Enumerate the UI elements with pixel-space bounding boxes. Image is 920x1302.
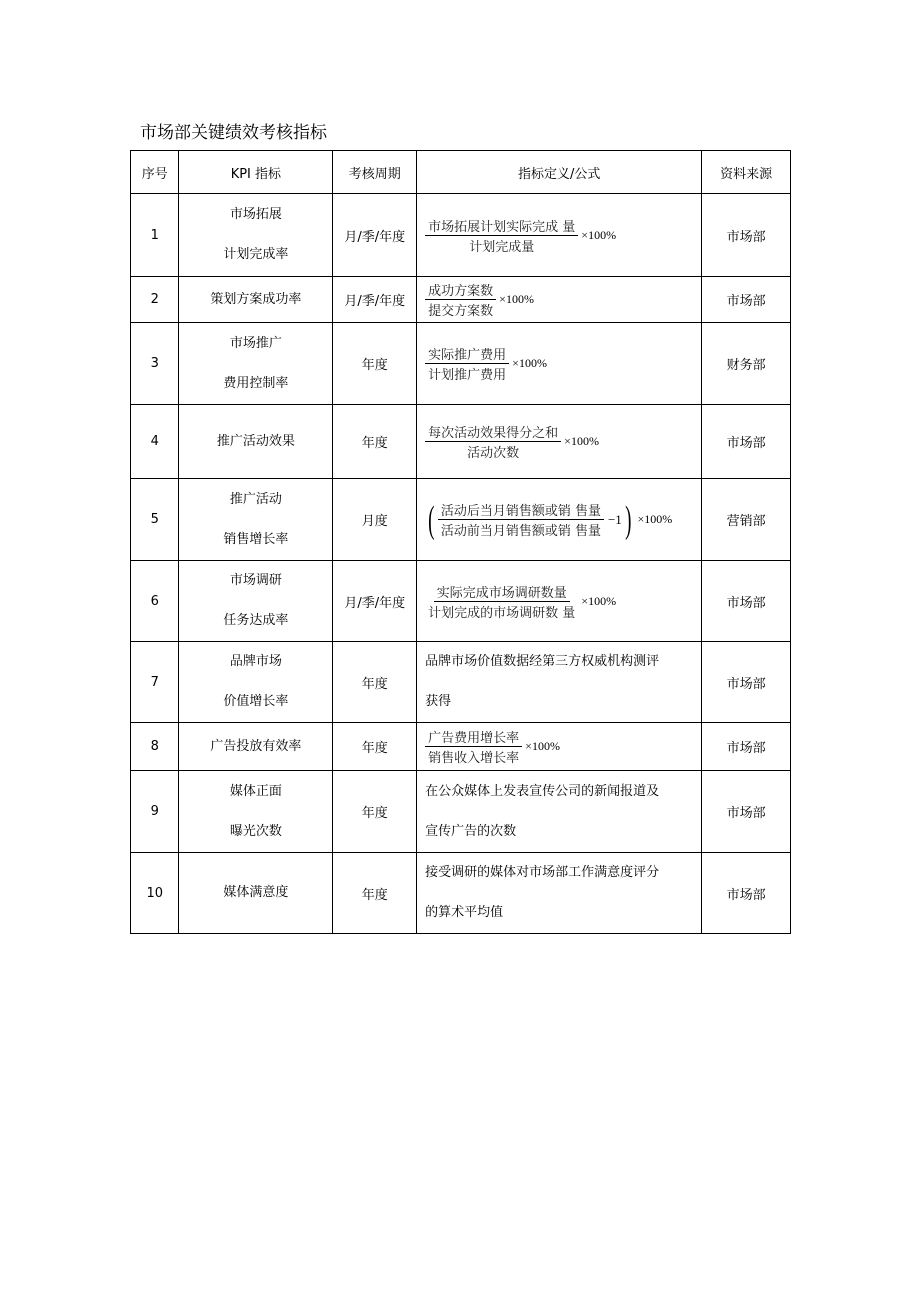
- kpi-name-line: 曝光次数: [229, 823, 282, 839]
- row-number: 4: [131, 405, 179, 479]
- minus-one: −1: [607, 511, 622, 527]
- definition: [417, 194, 702, 277]
- source: 营销部: [702, 479, 791, 561]
- formula: [425, 344, 547, 383]
- kpi-name-line: 任务达成率: [223, 613, 289, 628]
- definition: [417, 277, 702, 323]
- row-number: 1: [131, 194, 179, 277]
- fraction: [425, 216, 578, 255]
- table-row: [131, 642, 791, 723]
- table-row: [131, 561, 791, 642]
- kpi-name-line: 推广活动效果: [216, 433, 295, 449]
- period: 月度: [333, 479, 417, 561]
- definition: [417, 405, 702, 479]
- table-row: [131, 853, 791, 934]
- definition-line: 获得: [425, 694, 452, 709]
- row-number: 6: [131, 561, 179, 642]
- table-header-row: [131, 151, 791, 194]
- period: 年度: [333, 723, 417, 771]
- kpi-name-line: 市场推广: [229, 335, 282, 351]
- definition-line: 品牌市场价值数据经第三方权威机构测评: [425, 654, 660, 669]
- kpi-name: [179, 853, 333, 934]
- definition-line: 宣传广告的次数: [425, 823, 517, 839]
- definition: [417, 723, 702, 771]
- numerator: 每次活动效果得分之和: [425, 422, 561, 442]
- definition: [417, 853, 702, 934]
- table-row: [131, 479, 791, 561]
- denominator: 计划完成量: [469, 239, 535, 255]
- table-row: [131, 723, 791, 771]
- kpi-table: [130, 150, 791, 934]
- definition-line: 在公众媒体上发表宣传公司的新闻报道及: [425, 783, 660, 799]
- denominator: 计划完成的市场调研数 量: [428, 605, 576, 621]
- kpi-name-line: 媒体正面: [229, 783, 282, 799]
- fraction: [425, 280, 496, 319]
- source: 市场部: [702, 561, 791, 642]
- left-paren: (: [428, 498, 435, 541]
- kpi-name-line: 市场拓展: [229, 207, 282, 222]
- table-row: [131, 405, 791, 479]
- formula-suffix: ×100%: [581, 593, 617, 608]
- header-source: 资料来源: [702, 151, 791, 194]
- kpi-name-line: 费用控制率: [223, 375, 289, 391]
- definition: [417, 323, 702, 405]
- kpi-name: [179, 561, 333, 642]
- header-no: 序号: [131, 151, 179, 194]
- numerator: 实际完成市场调研数量: [434, 582, 570, 602]
- formula: [425, 280, 534, 319]
- fraction: [425, 344, 509, 383]
- definition-line: 的算术平均值: [425, 905, 504, 920]
- numerator: 市场拓展计划实际完成 量: [425, 216, 578, 236]
- document-title: 市场部关键绩效考核指标: [140, 123, 327, 143]
- formula: [425, 422, 599, 461]
- period: 年度: [333, 771, 417, 853]
- header-period: 考核周期: [333, 151, 417, 194]
- period: 年度: [333, 405, 417, 479]
- denominator: 活动前当月销售额或销 售量: [440, 524, 601, 539]
- period: 年度: [333, 642, 417, 723]
- kpi-name: [179, 479, 333, 561]
- formula-suffix: ×100%: [499, 292, 534, 306]
- definition: [417, 642, 702, 723]
- period: 年度: [333, 323, 417, 405]
- definition: [417, 771, 702, 853]
- denominator: 计划推广费用: [428, 368, 507, 383]
- source: 市场部: [702, 642, 791, 723]
- period: 年度: [333, 853, 417, 934]
- formula-suffix: ×100%: [525, 739, 560, 753]
- fraction: [425, 582, 578, 621]
- kpi-name: [179, 194, 333, 277]
- table-row: [131, 194, 791, 277]
- kpi-name: [179, 405, 333, 479]
- kpi-name-line: 策划方案成功率: [210, 291, 302, 307]
- formula: [425, 216, 616, 255]
- row-number: 8: [131, 723, 179, 771]
- row-number: 10: [131, 853, 179, 934]
- kpi-name-line: 广告投放有效率: [210, 738, 302, 754]
- fraction: [438, 500, 604, 539]
- numerator: 成功方案数: [425, 280, 496, 300]
- table-row: [131, 771, 791, 853]
- fraction: [425, 422, 561, 461]
- source: 市场部: [702, 405, 791, 479]
- kpi-name: [179, 771, 333, 853]
- row-number: 5: [131, 479, 179, 561]
- formula-suffix: ×100%: [564, 434, 599, 448]
- source: 市场部: [702, 771, 791, 853]
- row-number: 9: [131, 771, 179, 853]
- source: 财务部: [702, 323, 791, 405]
- denominator: 销售收入增长率: [428, 751, 520, 766]
- kpi-name-line: 市场调研: [229, 573, 282, 588]
- kpi-name: [179, 277, 333, 323]
- kpi-name: [179, 642, 333, 723]
- source: 市场部: [702, 853, 791, 934]
- fraction: [425, 727, 522, 766]
- kpi-name-line: 价值增长率: [223, 694, 289, 709]
- row-number: 7: [131, 642, 179, 723]
- numerator: 实际推广费用: [425, 344, 509, 364]
- numerator: 广告费用增长率: [425, 727, 522, 747]
- denominator: 活动次数: [467, 446, 520, 461]
- formula: [425, 582, 616, 621]
- header-definition: 指标定义/公式: [417, 151, 702, 194]
- formula: [425, 500, 672, 539]
- kpi-name-line: 媒体满意度: [223, 885, 289, 900]
- table-row: [131, 323, 791, 405]
- period: 月/季/年度: [333, 561, 417, 642]
- formula-suffix: ×100%: [637, 512, 673, 526]
- formula: [425, 727, 560, 766]
- kpi-name: [179, 323, 333, 405]
- kpi-name-line: 品牌市场: [229, 654, 282, 669]
- definition-line: 接受调研的媒体对市场部工作满意度评分: [425, 865, 660, 880]
- numerator: 活动后当月销售额或销 售量: [438, 500, 604, 520]
- table-row: [131, 277, 791, 323]
- header-kpi: KPI 指标: [179, 151, 333, 194]
- source: 市场部: [702, 277, 791, 323]
- row-number: 3: [131, 323, 179, 405]
- kpi-name: [179, 723, 333, 771]
- definition: [417, 561, 702, 642]
- right-paren: ): [624, 498, 632, 541]
- kpi-name-line: 销售增长率: [223, 531, 289, 547]
- source: 市场部: [702, 194, 791, 277]
- source: 市场部: [702, 723, 791, 771]
- formula-suffix: ×100%: [581, 227, 617, 242]
- formula-suffix: ×100%: [512, 356, 547, 370]
- denominator: 提交方案数: [428, 304, 494, 319]
- row-number: 2: [131, 277, 179, 323]
- kpi-name-line: 推广活动: [229, 491, 282, 507]
- definition: [417, 479, 702, 561]
- period: 月/季/年度: [333, 277, 417, 323]
- kpi-name-line: 计划完成率: [223, 247, 289, 262]
- period: 月/季/年度: [333, 194, 417, 277]
